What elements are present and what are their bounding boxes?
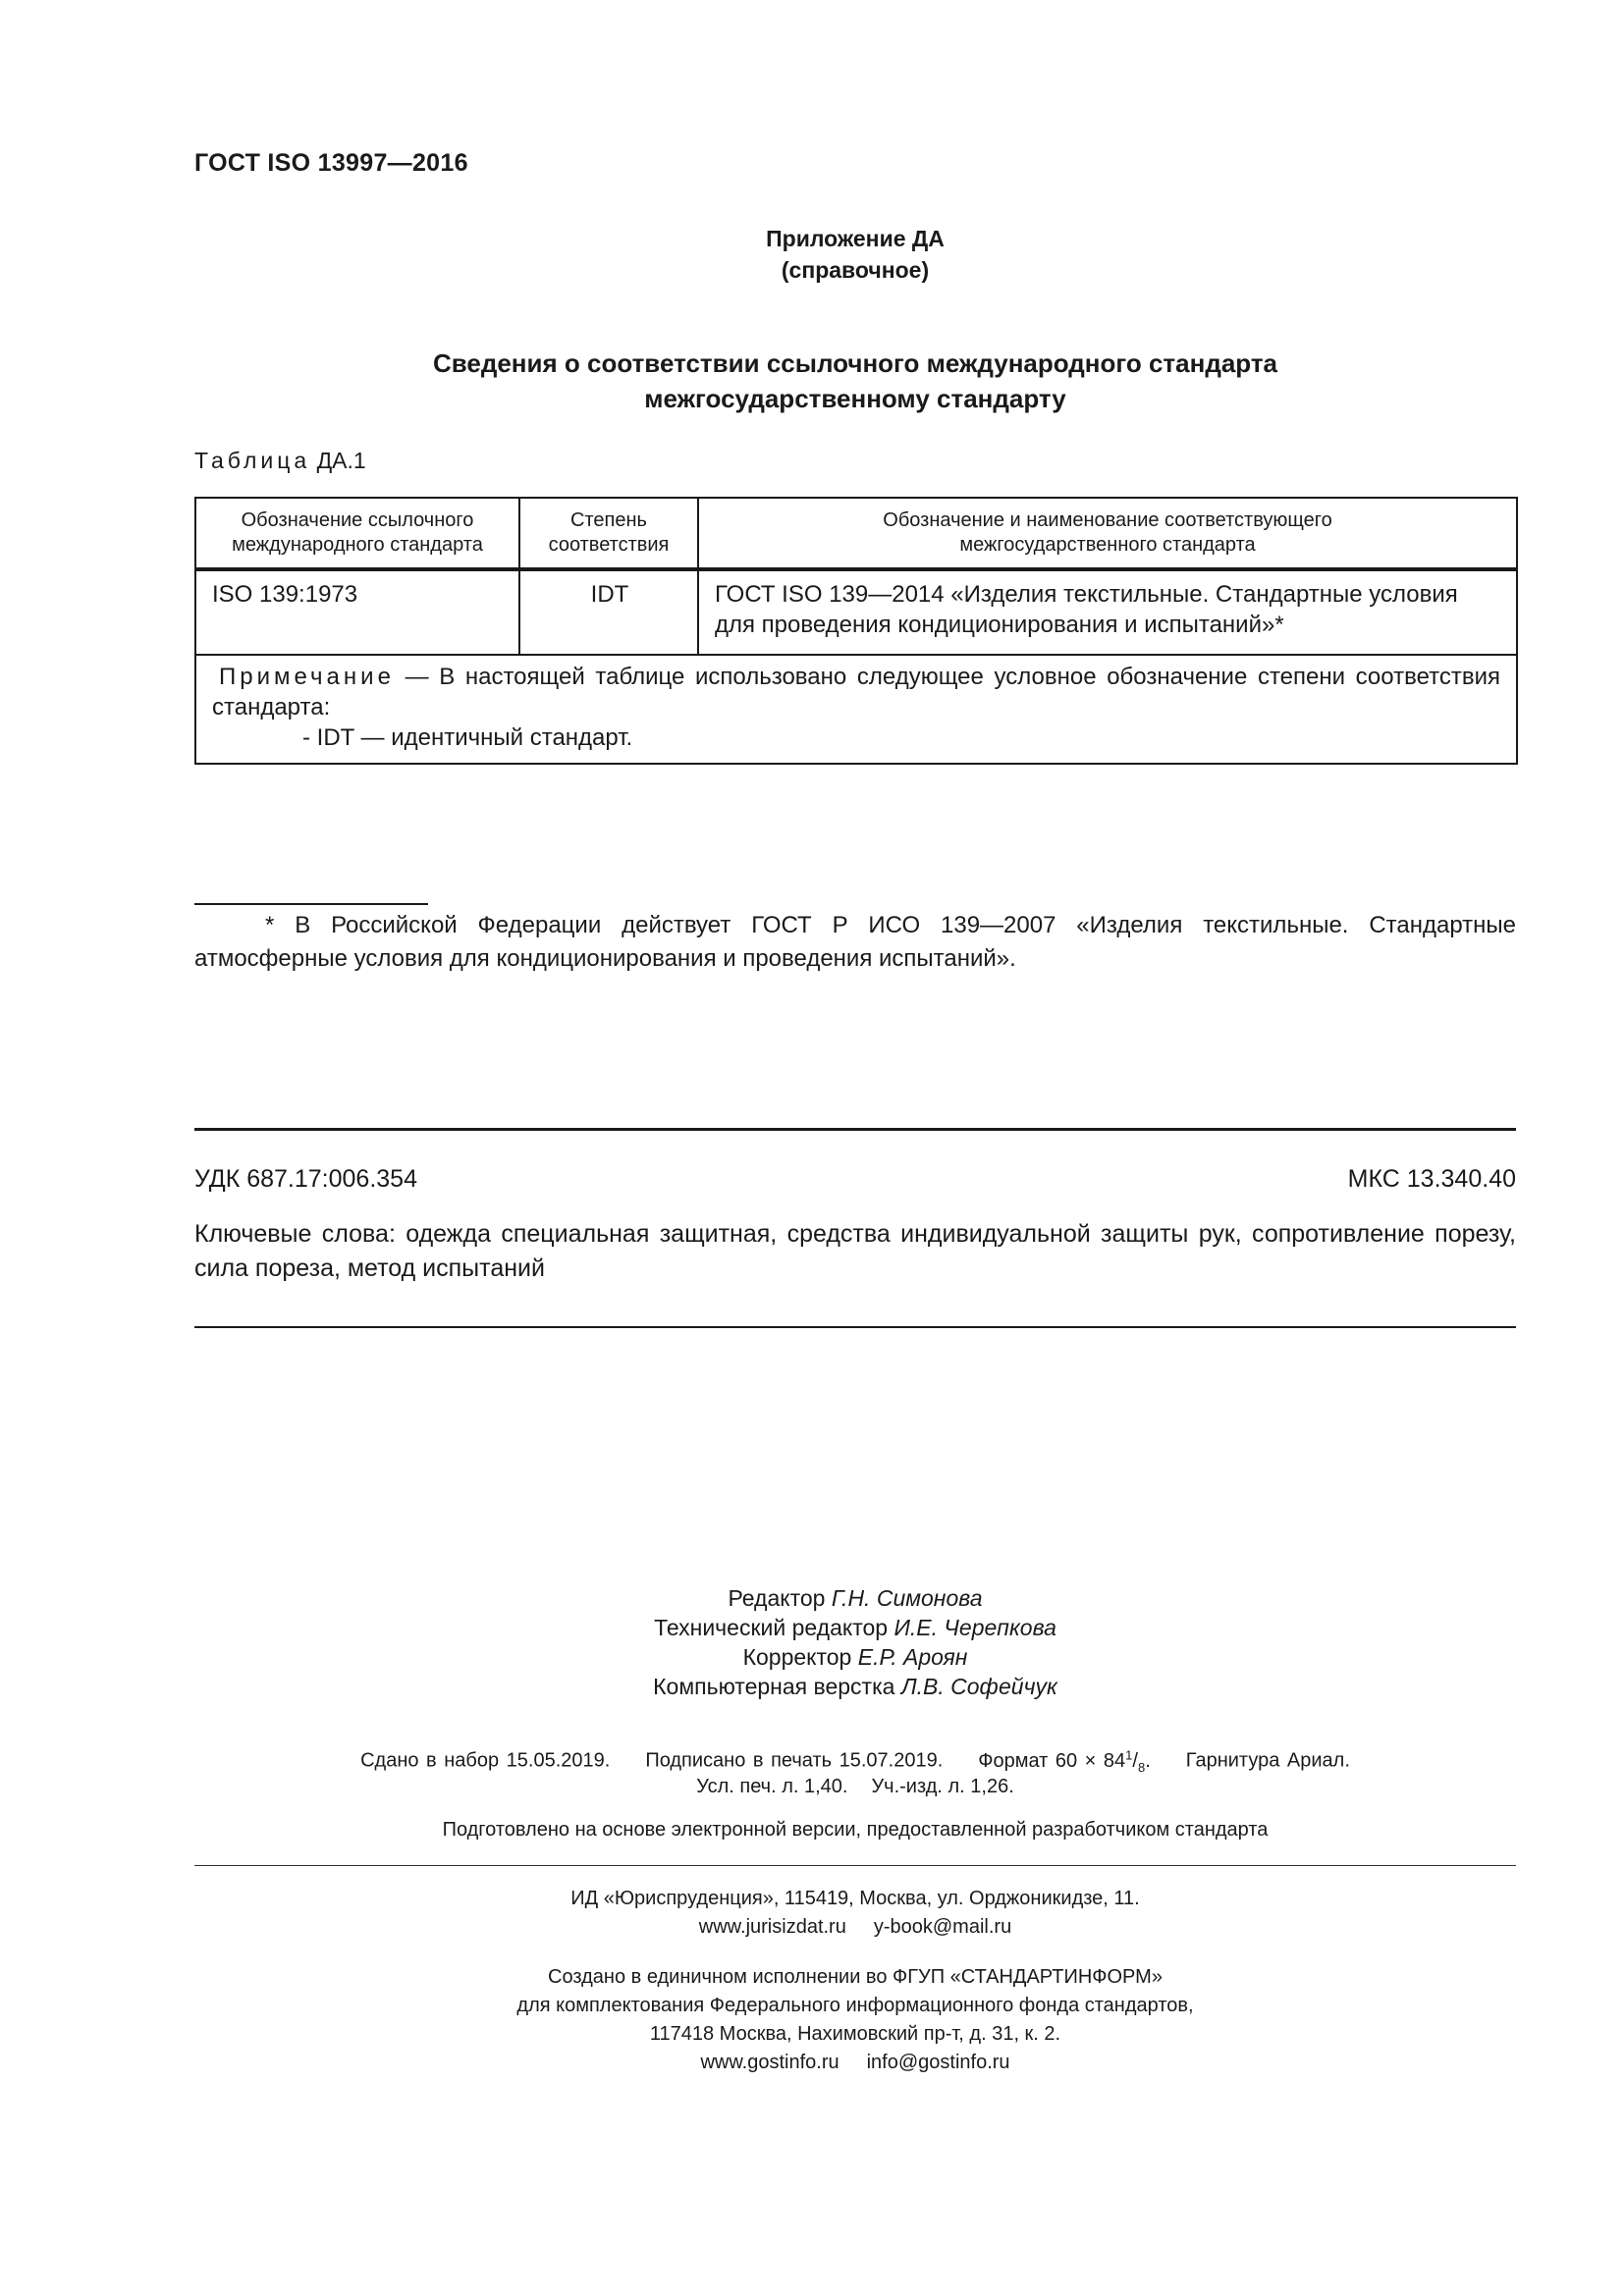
correspondence-table — [194, 497, 1518, 765]
table-label — [194, 448, 366, 474]
note-item: - IDT — идентичный стандарт. — [302, 724, 633, 751]
imprint-line-1 — [194, 1747, 1516, 1775]
imprint-format: Формат $60 \times 84^1/_8$. — [978, 1747, 1151, 1775]
appendix-heading-line-2: межгосударственному стандарту — [644, 384, 1066, 413]
column-header-degree: Степень соответствия — [519, 498, 698, 569]
imprint-signed: Подписано в печать 15.07.2019. — [645, 1749, 944, 1772]
printer-line-3: 117418 Москва, Нахимовский пр-т, д. 31, к. 2. — [649, 2023, 1061, 2045]
printer-info — [194, 1963, 1516, 2077]
printer-site: www.gostinfo.ru — [700, 2052, 839, 2073]
publisher-site: www.jurisizdat.ru — [698, 1916, 846, 1938]
imprint-line-2 — [194, 1776, 1516, 1798]
keywords: Ключевые слова: одежда специальная защитная, средства индивидуальной защиты рук, сопротивление порезу, сила пореза, метод испытаний — [194, 1220, 1516, 1282]
publisher-info — [194, 1885, 1516, 1942]
divider-top — [194, 1128, 1516, 1131]
credits — [194, 1583, 1516, 1701]
appendix-type: (справочное) — [781, 257, 930, 283]
imprint-print-sheets: Усл. печ. л. 1,40. — [696, 1776, 848, 1797]
document-id: ГОСТ ISO 13997—2016 — [194, 149, 468, 177]
cell-standard: ГОСТ ISO 139—2014 «Изделия текстильные. Стандартные условия для проведения кондиционирования и испытаний»* — [698, 569, 1517, 655]
appendix-title: Приложение ДА — [766, 226, 945, 251]
cell-degree: IDT — [519, 569, 698, 655]
divider-keywords — [194, 1326, 1516, 1328]
table-label-word: Таблица — [194, 448, 311, 473]
footnote-divider — [194, 903, 428, 905]
note-text: В настоящей таблице использовано следующее условное обозначение степени соответствия стандарта: — [212, 664, 1500, 721]
table-label-number: ДА.1 — [316, 448, 366, 473]
publisher-contacts — [194, 1913, 1516, 1942]
table-row — [195, 569, 1517, 655]
credit-tech-editor: Технический редактор И.Е. Черепкова — [654, 1615, 1056, 1640]
column-header-standard: Обозначение и наименование соответствующего межгосударственного стандарта — [698, 498, 1517, 569]
table-header-row — [195, 498, 1517, 569]
printer-contacts — [194, 2049, 1516, 2077]
column-header-reference: Обозначение ссылочного международного стандарта — [195, 498, 519, 569]
note-label: Примечание — [219, 664, 395, 690]
printer-line-2: для комплектования Федерального информационного фонда стандартов, — [516, 1995, 1194, 2016]
mks-code: МКС 13.340.40 — [1347, 1165, 1516, 1193]
udk-code: УДК 687.17:006.354 — [194, 1165, 417, 1193]
printer-line-1: Создано в единичном исполнении во ФГУП «СТАНДАРТИНФОРМ» — [548, 1966, 1163, 1988]
credit-proofreader: Корректор Е.Р. Ароян — [742, 1644, 968, 1670]
table-note-row — [195, 655, 1517, 764]
publisher-address: ИД «Юриспруденция», 115419, Москва, ул. Орджоникидзе, 11. — [570, 1888, 1140, 1909]
note-dash: — — [405, 664, 429, 690]
imprint-pub-sheets: Уч.-изд. л. 1,26. — [871, 1776, 1014, 1797]
imprint-font: Гарнитура Ариал. — [1185, 1749, 1350, 1772]
divider-bottom — [194, 1865, 1516, 1866]
cell-reference: ISO 139:1973 — [195, 569, 519, 655]
credit-editor: Редактор Г.Н. Симонова — [728, 1585, 983, 1611]
imprint-typeset: Сдано в набор 15.05.2019. — [360, 1749, 611, 1772]
printer-email: info@gostinfo.ru — [866, 2052, 1010, 2073]
appendix-heading-line-1: Сведения о соответствии ссылочного международного стандарта — [432, 348, 1278, 378]
imprint-prepared: Подготовлено на основе электронной версии, предоставленной разработчиком стандарта — [442, 1819, 1269, 1841]
table-note — [195, 655, 1517, 764]
appendix-heading — [194, 346, 1516, 416]
credit-layout: Компьютерная верстка Л.В. Софейчук — [653, 1674, 1057, 1699]
publisher-email: y-book@mail.ru — [873, 1916, 1012, 1938]
footnote: * В Российской Федерации действует ГОСТ Р ИСО 139—2007 «Изделия текстильные. Стандартные атмосферные условия для кондиционирования и проведения испытаний». — [194, 912, 1516, 972]
